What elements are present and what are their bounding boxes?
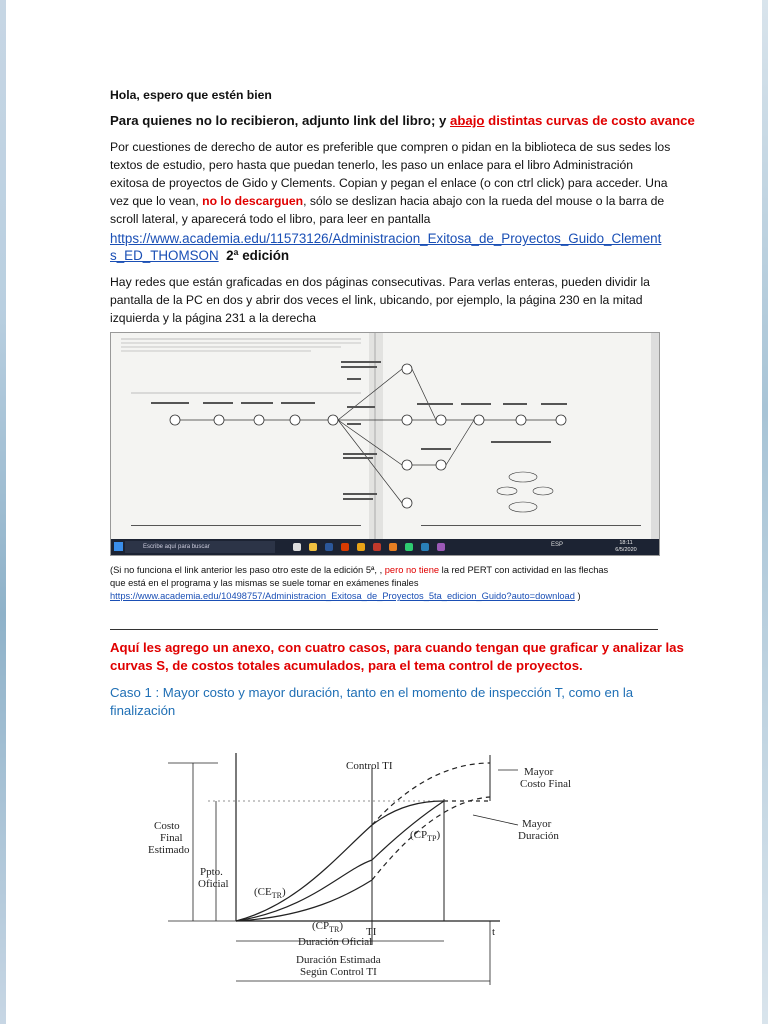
acrobat-icon[interactable] (373, 543, 381, 551)
control-ti-label: Control TI (346, 760, 393, 772)
task-view-icon[interactable] (293, 543, 301, 551)
costo-final-label-1: Costo (154, 820, 180, 832)
ppto-label-2: Oficial (198, 878, 229, 890)
intro-part1: Para quienes no lo recibieron, adjunto link del libro; y (110, 113, 451, 128)
fifth-edition-link[interactable]: https://www.academia.edu/10498757/Administracion_Exitosa_de_Proyectos_5ta_edicion_Guido?auto=download (110, 591, 575, 601)
mayor-costo-label-1: Mayor (524, 766, 554, 778)
costo-final-label-2: Final (160, 832, 183, 844)
windows-start-icon[interactable] (114, 542, 123, 551)
costo-final-label-3: Estimado (148, 844, 190, 856)
firefox-icon[interactable] (389, 543, 397, 551)
para1-line4b: , sólo se deslizan hacia abajo con la rueda del mouse o la barra de (303, 194, 665, 208)
para1-line5: scroll lateral, y aparecerá todo el libro, para leer en pantalla (110, 212, 431, 226)
edition-label: 2ª edición (226, 248, 290, 263)
anexo-line2: curvas S, de costos totales acumulados, para el tema control de proyectos. (110, 658, 583, 673)
intro-line (110, 112, 695, 130)
ce-tr-label: $(CE_{TR})$ (254, 886, 286, 900)
word-icon[interactable] (325, 543, 333, 551)
mayor-duracion-label-2: Duración (518, 830, 559, 842)
cost-estimate-curve (236, 801, 444, 921)
cp-tp-sub: TP (427, 834, 437, 843)
edge-icon[interactable] (421, 543, 429, 551)
para1-line1: Por cuestiones de derecho de autor es preferible que compren o pidan en la biblioteca de sus sedes los (110, 140, 671, 154)
ce-tr-main: (CE (254, 886, 272, 898)
copyright-paragraph (110, 138, 670, 228)
mayor-duracion-label-1: Mayor (522, 818, 552, 830)
intro-abajo: abajo (450, 113, 485, 128)
ce-tr-sub: TR (271, 891, 282, 900)
chrome-icon[interactable] (405, 543, 413, 551)
right-background-strip (762, 0, 768, 1024)
cp-tr-label: $(CP_{TR})$ (312, 920, 344, 934)
para2-line2: pantalla de la PC en dos y abrir dos veces el link, ubicando, por ejemplo, la página 230 en la mitad (110, 293, 643, 307)
para2-line3: izquierda y la página 231 a la derecha (110, 311, 316, 325)
taskbar-lang: ESP (551, 542, 564, 548)
caso1-line2: finalización (110, 703, 176, 718)
anexo-heading (110, 639, 684, 675)
cp-tr-main: (CP (312, 920, 330, 932)
para1-line3: exitosa de proyectos de Gido y Clements. Copian y pegan el enlace (o con ctrl click) para acceder. Una (110, 176, 668, 190)
app-icon[interactable] (357, 543, 365, 551)
para1-line4a: vez que lo vean, (110, 194, 203, 208)
ti-tick-label: TI (366, 926, 377, 938)
caption-line3 (110, 590, 608, 603)
anexo-line1: Aquí les agrego un anexo, con cuatro casos, para cuando tengan que graficar y analizar las (110, 640, 684, 655)
left-background-strip (0, 0, 6, 1024)
pero-no-tiene-text: pero no tiene (384, 565, 440, 575)
caption-line1a: (Si no funciona el link anterior les paso otro este de la edición 5ª, , (110, 565, 385, 575)
clock-time: 18:11 (619, 540, 633, 546)
clock-date: 6/5/2020 (615, 547, 637, 553)
powerpoint-icon[interactable] (341, 543, 349, 551)
cp-tr-sub: TR (329, 925, 340, 934)
caso1-heading (110, 684, 633, 720)
mayor-costo-label-2: Costo Final (520, 778, 572, 790)
file-explorer-icon[interactable] (309, 543, 317, 551)
app2-icon[interactable] (437, 543, 445, 551)
t-tick-label: t (492, 926, 496, 938)
duracion-estimada-label-2: Según Control TI (300, 966, 377, 978)
para1-line2: textos de estudio, pero hasta que puedan tenerlo, les paso un enlace para el libro Administración (110, 158, 634, 172)
planned-cost-curve (236, 801, 444, 921)
ppto-label-1: Ppto. (200, 866, 223, 878)
para2-line1: Hay redes que están graficadas en dos páginas consecutivas. Para verlas enteras, pueden dividir la (110, 275, 650, 289)
intro-part2: distintas curvas de costo avance (484, 113, 695, 128)
caso1-line1: Caso 1 : Mayor costo y mayor duración, tanto en el momento de inspección T, como en la (110, 685, 634, 700)
book-link-block (110, 230, 661, 264)
caption-line1b: la red PERT con actividad en las flechas (439, 565, 609, 575)
alternate-link-caption (110, 564, 608, 603)
taskbar-clock (611, 540, 641, 554)
projected-cost-curve (372, 763, 490, 825)
windows-taskbar (111, 539, 659, 555)
book-link-line1[interactable]: https://www.academia.edu/11573126/Administracion_Exitosa_de_Proyectos_Guido_Clement (110, 231, 662, 246)
no-descarguen-text: no lo descarguen (202, 194, 304, 208)
greeting-text: Hola, espero que estén bien (110, 88, 272, 102)
book-link-line2[interactable]: s_ED_THOMSON (110, 248, 219, 263)
caption-line2: que está en el programa y las mismas se suele tomar en exámenes finales (110, 578, 419, 588)
cp-tp-main: (CP (410, 829, 428, 841)
mayor-duracion-pointer (473, 815, 518, 825)
duracion-estimada-label-1: Duración Estimada (296, 954, 381, 966)
caption-line1 (110, 564, 608, 577)
s-curve-figure (128, 745, 648, 1020)
duracion-oficial-label: Duración Oficial (298, 936, 373, 948)
pert-network-screenshot (110, 332, 660, 556)
pert-network-diagram (111, 333, 659, 539)
caption-close-paren: ) (574, 591, 581, 601)
cp-tp-label: $(CP_{TP})$ (410, 829, 441, 843)
section-divider (110, 629, 658, 630)
taskbar-search-box[interactable]: Escribe aquí para buscar (125, 541, 275, 553)
para1-line4 (110, 192, 670, 210)
split-screen-paragraph (110, 273, 650, 327)
